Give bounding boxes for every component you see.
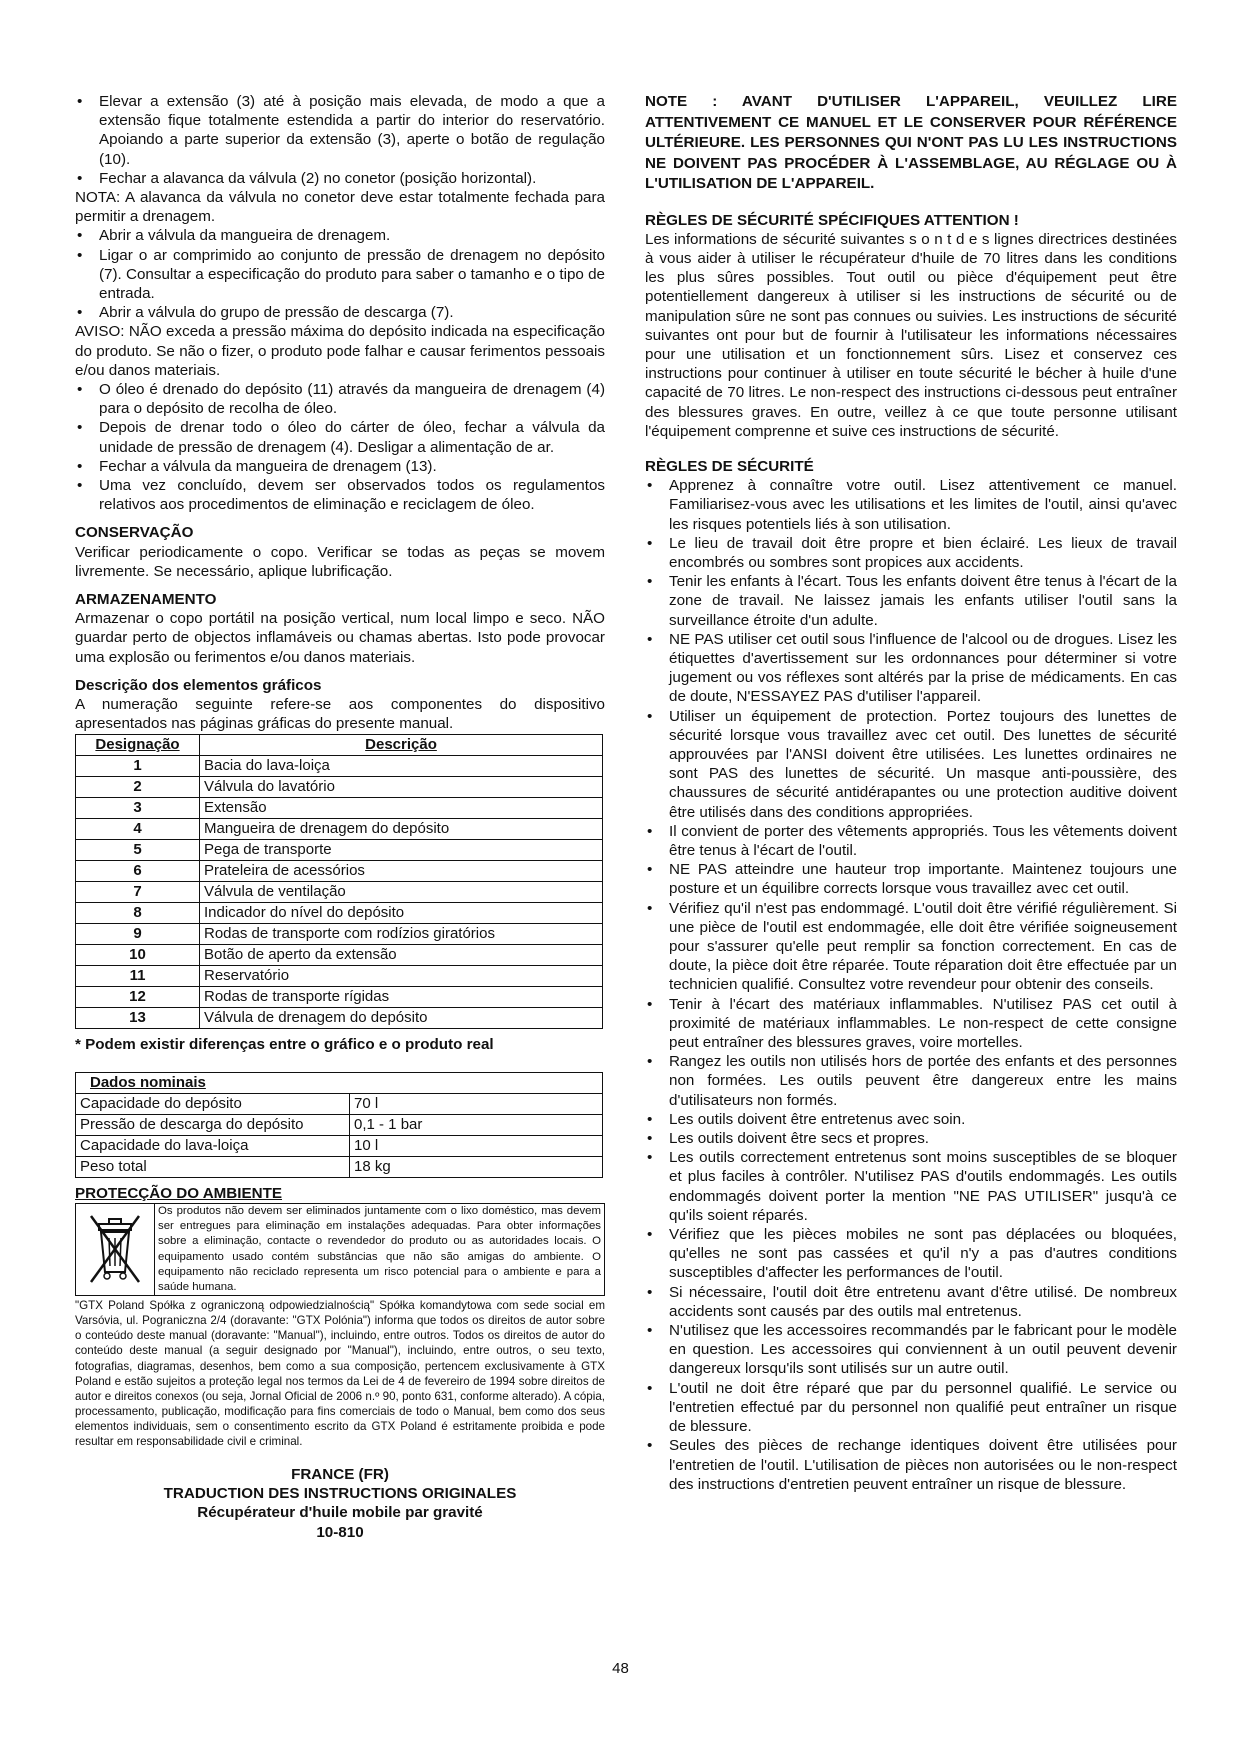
armazenamento-heading: ARMAZENAMENTO [75, 591, 217, 609]
list-item: • Fechar a válvula da mangueira de drenagem (13). [75, 457, 605, 476]
list-item: • Les outils doivent être entretenus avec soin. [645, 1110, 1177, 1129]
env-text: Os produtos não devem ser eliminados juntamente com o lixo doméstico, mas devem ser entregues para eliminação em instalações adequadas. Para obter informações sobre a eliminação, contacte o revendedor do produto ou as autoridades locais. O equipamento usado contém substâncias que não são amigas do ambiente. O equipamento não reciclado representa um risco potencial para o ambiente e para a saúde humana. [158, 1204, 601, 1293]
france-title-block [75, 1465, 605, 1542]
rating-label: Pressão de descarga do depósito [76, 1114, 350, 1135]
list-item: • Abrir a válvula do grupo de pressão de descarga (7). [75, 303, 605, 322]
left-column [75, 92, 605, 1542]
table-row [76, 923, 603, 944]
part-number: 1 [76, 755, 200, 776]
table-row [76, 965, 603, 986]
list-item: • Rangez les outils non utilisés hors de portée des enfants et des personnes non formées. Les outils peuvent être dangereux entre les mains d'utilisateurs non formés. [645, 1052, 1177, 1110]
table-row [76, 1093, 603, 1114]
list-item: • Elevar a extensão (3) até à posição mais elevada, de modo a que a extensão fique totalmente estendida a partir do interior do reservatório. Apoiando a parte superior da extensão (3), aperte o botão de regulação (10). [75, 92, 605, 169]
list-item: • Uma vez concluído, devem ser observados todos os regulamentos relativos aos procedimentos de eliminação e reciclagem de óleo. [75, 476, 605, 514]
rules-list [645, 476, 1177, 1494]
list-item: • Vérifiez que les pièces mobiles ne sont pas déplacées ou bloquées, qu'elles ne sont pas cassées et qu'il n'y a pas d'autres conditions susceptibles d'affecter les performances de l'outil. [645, 1225, 1177, 1283]
part-description: Indicador do nível do depósito [200, 902, 603, 923]
list-item: • Si nécessaire, l'outil doit être entretenu avant d'être utilisé. De nombreux accidents sont causés par des outils mal entretenus. [645, 1283, 1177, 1321]
right-column [645, 92, 1177, 1494]
table-row [76, 902, 603, 923]
list-item: • Apprenez à connaître votre outil. Lisez attentivement ce manuel. Familiarisez-vous avec les utilisations et les limites de l'outil, ainsi qu'avec les risques potentiels liés à son utilisation. [645, 476, 1177, 534]
list-item: • Fechar a alavanca da válvula (2) no conetor (posição horizontal). [75, 169, 605, 188]
part-description: Prateleira de acessórios [200, 860, 603, 881]
part-number: 3 [76, 797, 200, 818]
part-description: Rodas de transporte com rodízios giratórios [200, 923, 603, 944]
france-title: FRANCE (FR) [291, 1466, 389, 1484]
rating-label: Capacidade do depósito [76, 1093, 350, 1114]
list-item: • Depois de drenar todo o óleo do cárter de óleo, fechar a válvula da unidade de pressão de drenagem (4). Desligar a alimentação de ar. [75, 418, 605, 456]
crossed-bin-icon [76, 1204, 155, 1295]
part-description: Válvula de drenagem do depósito [200, 1007, 603, 1028]
part-number: 6 [76, 860, 200, 881]
descricao-text: A numeração seguinte refere-se aos componentes do dispositivo apresentados nas páginas gráficas do presente manual. [75, 696, 605, 733]
list-item: • Utiliser un équipement de protection. Portez toujours des lunettes de sécurité lorsque vous travaillez avec cet outil. Des lunettes de sécurité approuvées par l'ANSI doivent être utilisées. Les lunettes ordinaires ne sont PAS des lunettes de sécurité. Un masque anti-poussière, des chaussures de sécurité antidérapantes ou une protection auditive doivent être utilisés dans des conditions appropriées. [645, 707, 1177, 822]
product-code: 10-810 [316, 1523, 364, 1541]
list-item: • Il convient de porter des vêtements appropriés. Tous les vêtements doivent être tenus à l'écart de l'outil. [645, 822, 1177, 860]
table-row [76, 986, 603, 1007]
aviso-text: AVISO: NÃO exceda a pressão máxima do depósito indicada na especificação do produto. Se não o fizer, o produto pode falhar e causar ferimentos pessoais e/ou danos materiais. [75, 323, 605, 379]
part-number: 2 [76, 776, 200, 797]
ratings-table [75, 1072, 603, 1178]
part-number: 5 [76, 839, 200, 860]
part-description: Pega de transporte [200, 839, 603, 860]
page-number: 48 [612, 1660, 629, 1677]
table-row [76, 818, 603, 839]
list-item: • Vérifiez qu'il n'est pas endommagé. L'outil doit être vérifié régulièrement. Si une pièce de l'outil est endommagée, elle doit être vérifiée soigneusement pour s'assurer qu'elle peut remplir sa fonction correctement. En cas de doute, la pièce doit être réparée. Toute réparation doit être effectuée par un technicien qualifié. Consultez votre revendeur pour obtenir des conseils. [645, 899, 1177, 995]
diff-note: * Podem existir diferenças entre o gráfico e o produto real [75, 1035, 494, 1053]
bullet-list-1 [75, 92, 605, 188]
specific-rules-heading: RÈGLES DE SÉCURITÉ SPÉCIFIQUES ATTENTION ! [645, 211, 1019, 229]
armazenamento-text: Armazenar o copo portátil na posição vertical, num local limpo e seco. NÃO guardar perto de objectos inflamáveis ou chamas abertas. Isto pode provocar uma explosão ou ferimentos e/ou danos materiais. [75, 610, 605, 666]
part-description: Rodas de transporte rígidas [200, 986, 603, 1007]
rules-heading: RÈGLES DE SÉCURITÉ [645, 457, 814, 475]
translation-title: TRADUCTION DES INSTRUCTIONS ORIGINALES [163, 1485, 517, 1503]
rating-label: Capacidade do lava-loiça [76, 1135, 350, 1156]
table-row [76, 1114, 603, 1135]
part-description: Válvula de ventilação [200, 881, 603, 902]
bullet-list-2 [75, 226, 605, 322]
rating-value: 70 l [350, 1093, 603, 1114]
product-name: Récupérateur d'huile mobile par gravité [197, 1504, 483, 1522]
rating-value: 10 l [350, 1135, 603, 1156]
descricao-heading: Descrição dos elementos gráficos [75, 676, 322, 694]
table-row [76, 944, 603, 965]
table-row [76, 839, 603, 860]
table-row [76, 776, 603, 797]
rating-value: 0,1 - 1 bar [350, 1114, 603, 1135]
list-item: • NE PAS atteindre une hauteur trop importante. Maintenez toujours une posture et un équilibre corrects lorsque vous travaillez avec cet outil. [645, 860, 1177, 898]
list-item: • Les outils correctement entretenus sont moins susceptibles de se bloquer et plus faciles à contrôler. N'utilisez PAS d'outils endommagés. Les outils endommagés doivent porter la mention "NE PAS UTILISER" jusqu'à ce qu'ils soient réparés. [645, 1148, 1177, 1225]
list-item: • Tenir à l'écart des matériaux inflammables. N'utilisez PAS cet outil à proximité de matériaux inflammables. Le non-respect de cette consigne peut entraîner des blessures graves, voire mortelles. [645, 995, 1177, 1053]
table-row [76, 1135, 603, 1156]
part-description: Mangueira de drenagem do depósito [200, 818, 603, 839]
part-description: Extensão [200, 797, 603, 818]
part-description: Botão de aperto da extensão [200, 944, 603, 965]
list-item: • Le lieu de travail doit être propre et bien éclairé. Les lieux de travail encombrés ou sombres sont propices aux accidents. [645, 534, 1177, 572]
ratings-title: Dados nominais [76, 1072, 603, 1093]
part-number: 12 [76, 986, 200, 1007]
list-item: • Seules des pièces de rechange identiques doivent être utilisées pour l'entretien de l'outil. L'utilisation de pièces non autorisées ou le non-respect des instructions d'entretien peuvent entraîner un risque de blessure. [645, 1436, 1177, 1494]
part-description: Bacia do lava-loiça [200, 755, 603, 776]
conservacao-text: Verificar periodicamente o copo. Verificar se todas as peças se movem livremente. Se necessário, aplique lubrificação. [75, 543, 605, 580]
list-item: • N'utilisez que les accessoires recommandés par le fabricant pour le modèle en question. Les accessoires qui conviennent à un outil peuvent devenir dangereux lorsqu'ils sont utilisés sur un autre outil. [645, 1321, 1177, 1379]
part-number: 11 [76, 965, 200, 986]
note-warning: NOTE : AVANT D'UTILISER L'APPAREIL, VEUILLEZ LIRE ATTENTIVEMENT CE MANUEL ET LE CONSERVER POUR RÉFÉRENCE ULTÉRIEURE. LES PERSONNES QUI N'ONT PAS LU LES INSTRUCTIONS NE DOIVENT PAS PROCÉDER À L'ASSEMBLAGE, AU RÉGLAGE OU À L'UTILISATION DE L'APPAREIL. [645, 93, 1177, 192]
table-row [76, 860, 603, 881]
part-number: 9 [76, 923, 200, 944]
list-item: • O óleo é drenado do depósito (11) através da mangueira de drenagem (4) para o depósito de recolha de óleo. [75, 380, 605, 418]
table-row [76, 1007, 603, 1028]
part-number: 8 [76, 902, 200, 923]
part-number: 4 [76, 818, 200, 839]
list-item: • Abrir a válvula da mangueira de drenagem. [75, 226, 605, 245]
bullet-list-3 [75, 380, 605, 514]
list-item: • L'outil ne doit être réparé que par du personnel qualifié. Le service ou l'entretien effectué par du personnel non qualifié peut entraîner un risque de blessure. [645, 1379, 1177, 1437]
nota-text: NOTA: A alavanca da válvula no conetor deve estar totalmente fechada para permitir a drenagem. [75, 189, 605, 226]
parts-header-descricao: Descrição [200, 734, 603, 755]
part-number: 13 [76, 1007, 200, 1028]
legal-text: "GTX Poland Spółka z ograniczoną odpowiedzialnością" Spółka komandytowa com sede social em Varsóvia, ul. Pograniczna 2/4 (doravante: "GTX Polónia") informa que todos os direitos de autor sobre o conteúdo deste manual (doravante: "Manual"), incluindo, entre outros. Todos os direitos de autor do conteúdo deste manual (a seguir designado por "Manual"), incluindo, entre outros, o seu texto, fotografias, diagramas, desenhos, bem como a sua composição, pertencem exclusivamente à GTX Poland e estão sujeitos a proteção legal nos termos da Lei de 4 de fevereiro de 1994 sobre direitos de autor e direitos conexos (ou seja, Jornal Oficial de 2006 n.º 90, ponto 631, conforme alterado). A cópia, processamento, publicação, modificação para fins comerciais de todo o Manual, bem como dos seus elementos individuais, sem o consentimento escrito da GTX Poland é estritamente proibida e pode resultar em responsabilidade civil e criminal. [75, 1299, 605, 1448]
parts-header-designacao: Designação [76, 734, 200, 755]
env-box [75, 1203, 605, 1296]
part-description: Válvula do lavatório [200, 776, 603, 797]
table-row [76, 881, 603, 902]
specific-rules-text: Les informations de sécurité suivantes s o n t d e s lignes directrices destinées à vous aider à utiliser le récupérateur d'huile de 70 litres dans les conditions les plus sûres possibles. Tout outil ou pièce d'équipement peut être potentiellement dangereux à utiliser si les instructions de sécurité ou de manipulation sûre ne sont pas connues ou suivies. Les instructions de sécurité suivantes ont pour but de fournir à l'utilisateur les informations nécessaires pour une utilisation et un fonctionnement sûrs. Lisez et conservez ces instructions pour continuer à utiliser en toute sécurité le bécher à huile d'une capacité de 70 litres. Le non-respect des instructions ci-dessous peut entraîner des blessures graves. En outre, veillez à ce que toute personne utilisant l'équipement comprenne et suive ces instructions de sécurité. [645, 230, 1177, 440]
part-description: Reservatório [200, 965, 603, 986]
rating-value: 18 kg [350, 1156, 603, 1177]
part-number: 10 [76, 944, 200, 965]
env-heading: PROTECÇÃO DO AMBIENTE [75, 1184, 283, 1202]
parts-table [75, 734, 603, 1029]
conservacao-heading: CONSERVAÇÃO [75, 524, 194, 542]
list-item: • NE PAS utiliser cet outil sous l'influence de l'alcool ou de drogues. Lisez les étiquettes d'avertissement sur les ordonnances pour déterminer si votre jugement ou vos réflexes sont altérés par la prise de médicaments. En cas de doute, N'ESSAYEZ PAS d'utiliser l'appareil. [645, 630, 1177, 707]
list-item: • Tenir les enfants à l'écart. Tous les enfants doivent être tenus à l'écart de la zone de travail. Ne laissez jamais les enfants utiliser l'outil sans la surveillance étroite d'un adulte. [645, 572, 1177, 630]
table-row [76, 797, 603, 818]
table-row [76, 1156, 603, 1177]
part-number: 7 [76, 881, 200, 902]
list-item: • Ligar o ar comprimido ao conjunto de pressão de drenagem no depósito (7). Consultar a especificação do produto para saber o tamanho e o tipo de entrada. [75, 246, 605, 304]
table-row [76, 755, 603, 776]
rating-label: Peso total [76, 1156, 350, 1177]
list-item: • Les outils doivent être secs et propres. [645, 1129, 1177, 1148]
